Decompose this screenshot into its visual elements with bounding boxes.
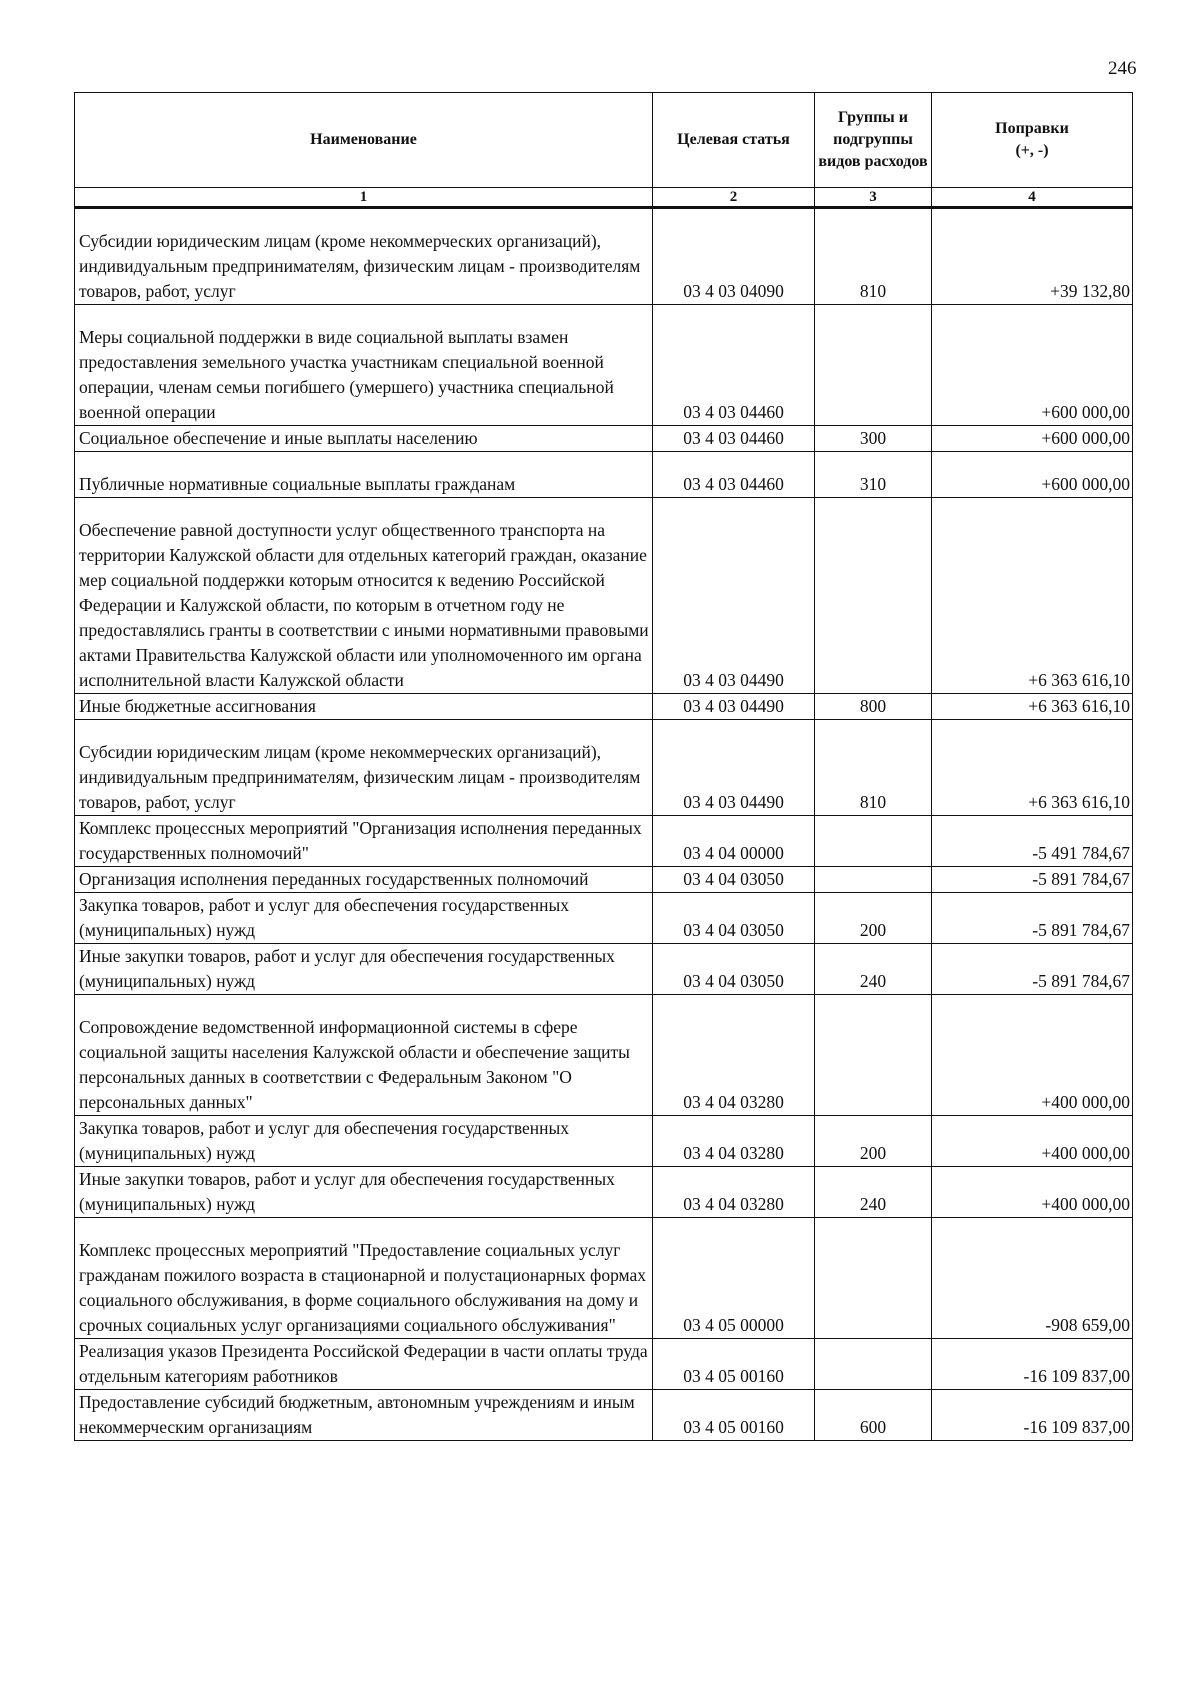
row-group	[815, 816, 932, 867]
row-code: 03 4 04 03050	[653, 944, 815, 995]
row-code: 03 4 04 03280	[653, 1116, 815, 1167]
table-row	[75, 1339, 1133, 1390]
row-code: 03 4 03 04490	[653, 720, 815, 816]
row-group	[815, 867, 932, 893]
table-row	[75, 720, 1133, 816]
row-amount: -908 659,00	[932, 1218, 1133, 1339]
budget-amendments-table	[74, 92, 1133, 1441]
row-group	[815, 498, 932, 694]
table-row	[75, 452, 1133, 498]
row-name: Закупка товаров, работ и услуг для обеспечения государственных (муниципальных) нужд	[75, 1116, 653, 1167]
row-name: Иные закупки товаров, работ и услуг для обеспечения государственных (муниципальных) нужд	[75, 1167, 653, 1218]
row-amount: +400 000,00	[932, 1116, 1133, 1167]
row-group: 310	[815, 452, 932, 498]
row-group: 800	[815, 694, 932, 720]
header-expense-groups: Группы и подгруппы видов расходов	[815, 93, 932, 188]
row-group: 240	[815, 1167, 932, 1218]
row-amount: +600 000,00	[932, 426, 1133, 452]
table-row	[75, 1167, 1133, 1218]
row-code: 03 4 05 00160	[653, 1390, 815, 1441]
row-code: 03 4 03 04490	[653, 694, 815, 720]
column-number-1: 1	[75, 188, 653, 208]
header-amendments-title: Поправки	[995, 120, 1069, 137]
row-group: 600	[815, 1390, 932, 1441]
column-number-3: 3	[815, 188, 932, 208]
table-row	[75, 694, 1133, 720]
row-name: Реализация указов Президента Российской Федерации в части оплаты труда отдельным категориям работников	[75, 1339, 653, 1390]
row-amount: -5 891 784,67	[932, 944, 1133, 995]
table-row	[75, 1218, 1133, 1339]
table-row	[75, 995, 1133, 1116]
column-number-2: 2	[653, 188, 815, 208]
row-code: 03 4 04 03050	[653, 867, 815, 893]
row-group	[815, 305, 932, 426]
row-amount: +6 363 616,10	[932, 694, 1133, 720]
row-name: Публичные нормативные социальные выплаты гражданам	[75, 452, 653, 498]
row-name: Иные бюджетные ассигнования	[75, 694, 653, 720]
row-code: 03 4 04 03050	[653, 893, 815, 944]
row-group: 200	[815, 1116, 932, 1167]
table-row	[75, 1390, 1133, 1441]
row-code: 03 4 04 03280	[653, 1167, 815, 1218]
row-code: 03 4 03 04090	[653, 208, 815, 305]
row-name: Предоставление субсидий бюджетным, автономным учреждениям и иным некоммерческим организациям	[75, 1390, 653, 1441]
table-row	[75, 208, 1133, 305]
row-name: Меры социальной поддержки в виде социальной выплаты взамен предоставления земельного участка участникам специальной военной операции, членам семьи погибшего (умершего) участника специальной военной операции	[75, 305, 653, 426]
row-group: 200	[815, 893, 932, 944]
row-code: 03 4 03 04490	[653, 498, 815, 694]
row-group: 300	[815, 426, 932, 452]
row-amount: -5 891 784,67	[932, 893, 1133, 944]
row-amount: +39 132,80	[932, 208, 1133, 305]
row-name: Иные закупки товаров, работ и услуг для обеспечения государственных (муниципальных) нужд	[75, 944, 653, 995]
row-group: 240	[815, 944, 932, 995]
row-amount: -5 891 784,67	[932, 867, 1133, 893]
header-name: Наименование	[75, 93, 653, 188]
table-row	[75, 893, 1133, 944]
table-row	[75, 816, 1133, 867]
page-number: 246	[1108, 58, 1137, 79]
row-group	[815, 995, 932, 1116]
row-amount: +400 000,00	[932, 1167, 1133, 1218]
row-name: Сопровождение ведомственной информационной системы в сфере социальной защиты населения Калужской области и обеспечение защиты персональных данных в соответствии с Федеральным Законом "О персональных данных"	[75, 995, 653, 1116]
row-amount: +400 000,00	[932, 995, 1133, 1116]
row-name: Организация исполнения переданных государственных полномочий	[75, 867, 653, 893]
column-number-4: 4	[932, 188, 1133, 208]
row-code: 03 4 03 04460	[653, 452, 815, 498]
table-row	[75, 305, 1133, 426]
row-name: Субсидии юридическим лицам (кроме некоммерческих организаций), индивидуальным предпринимателям, физическим лицам - производителям товаров, работ, услуг	[75, 720, 653, 816]
row-amount: +600 000,00	[932, 452, 1133, 498]
table-header-row	[75, 93, 1133, 188]
row-name: Обеспечение равной доступности услуг общественного транспорта на территории Калужской области для отдельных категорий граждан, оказание мер социальной поддержки которым относится к ведению Российской Федерации и Калужской области, по которым в отчетном году не предоставлялись гранты в соответствии с иными нормативными правовыми актами Правительства Калужской области или уполномоченного им органа исполнительной власти Калужской области	[75, 498, 653, 694]
row-amount: +6 363 616,10	[932, 498, 1133, 694]
row-amount: +600 000,00	[932, 305, 1133, 426]
table-row	[75, 867, 1133, 893]
row-amount: +6 363 616,10	[932, 720, 1133, 816]
row-code: 03 4 03 04460	[653, 305, 815, 426]
header-target-article: Целевая статья	[653, 93, 815, 188]
row-group	[815, 1339, 932, 1390]
row-code: 03 4 05 00000	[653, 1218, 815, 1339]
row-amount: -16 109 837,00	[932, 1339, 1133, 1390]
table-row	[75, 498, 1133, 694]
table-row	[75, 944, 1133, 995]
row-code: 03 4 05 00160	[653, 1339, 815, 1390]
header-amendments	[932, 93, 1133, 188]
row-code: 03 4 03 04460	[653, 426, 815, 452]
row-name: Закупка товаров, работ и услуг для обеспечения государственных (муниципальных) нужд	[75, 893, 653, 944]
table-row	[75, 1116, 1133, 1167]
row-group: 810	[815, 208, 932, 305]
row-group: 810	[815, 720, 932, 816]
row-name: Комплекс процессных мероприятий "Организация исполнения переданных государственных полномочий"	[75, 816, 653, 867]
row-name: Социальное обеспечение и иные выплаты населению	[75, 426, 653, 452]
column-number-row	[75, 188, 1133, 208]
row-amount: -5 491 784,67	[932, 816, 1133, 867]
row-amount: -16 109 837,00	[932, 1390, 1133, 1441]
row-code: 03 4 04 03280	[653, 995, 815, 1116]
row-name: Субсидии юридическим лицам (кроме некоммерческих организаций), индивидуальным предпринимателям, физическим лицам - производителям товаров, работ, услуг	[75, 208, 653, 305]
row-group	[815, 1218, 932, 1339]
row-code: 03 4 04 00000	[653, 816, 815, 867]
table-row	[75, 426, 1133, 452]
row-name: Комплекс процессных мероприятий "Предоставление социальных услуг гражданам пожилого возраста в стационарной и полустационарных формах социального обслуживания, в форме социального обслуживания на дому и срочных социальных услуг организациями социального обслуживания"	[75, 1218, 653, 1339]
header-amendments-sign: (+, -)	[1015, 142, 1049, 159]
